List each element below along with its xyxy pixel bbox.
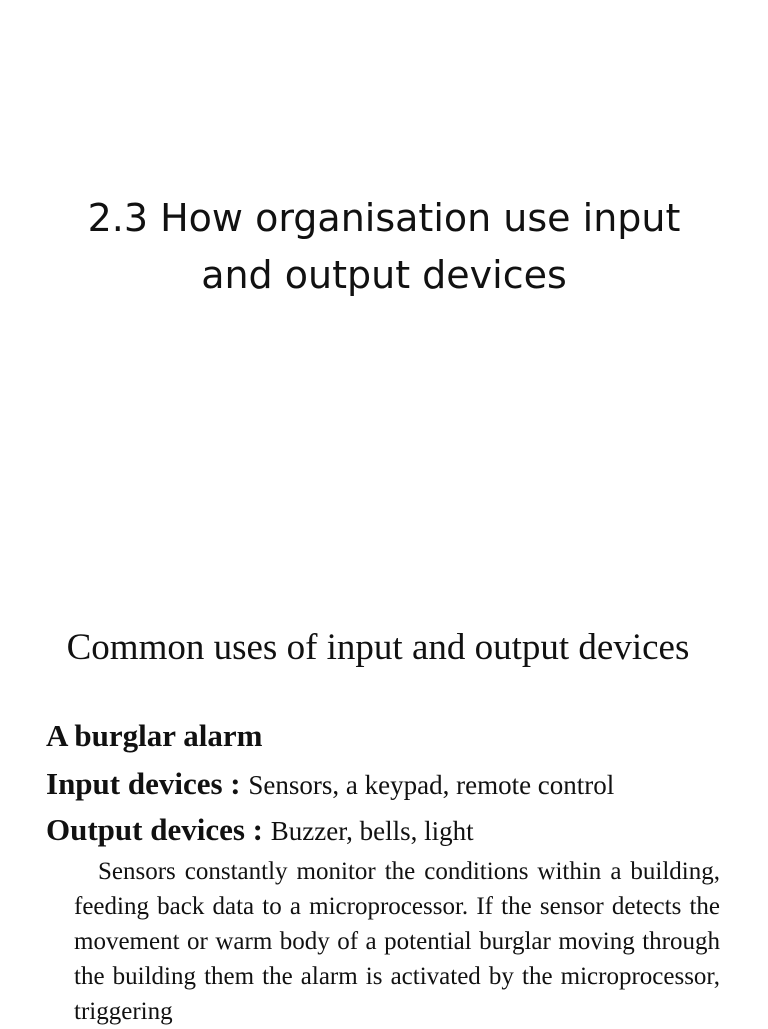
input-devices-value: Sensors, a keypad, remote control (248, 770, 615, 800)
output-devices-value: Buzzer, bells, light (270, 816, 474, 846)
slide-title-line-1: 2.3 How organisation use input (87, 196, 681, 240)
slide-title-line-2: and output devices (201, 253, 567, 297)
input-devices-line (46, 764, 614, 805)
input-devices-label: Input devices : (46, 766, 249, 801)
burglar-alarm-heading: A burglar alarm (46, 718, 263, 753)
section-heading: Common uses of input and output devices (66, 627, 690, 668)
output-devices-label: Output devices : (46, 812, 271, 847)
output-devices-line (46, 810, 474, 851)
slide-title (40, 190, 728, 304)
burglar-alarm-description: Sensors constantly monitor the conditions within a building, feeding back data to a microprocessor. If the sensor detects the movement or warm body of a potential burglar moving through the building them the alarm is activated by the microprocessor, triggering (74, 858, 720, 1025)
